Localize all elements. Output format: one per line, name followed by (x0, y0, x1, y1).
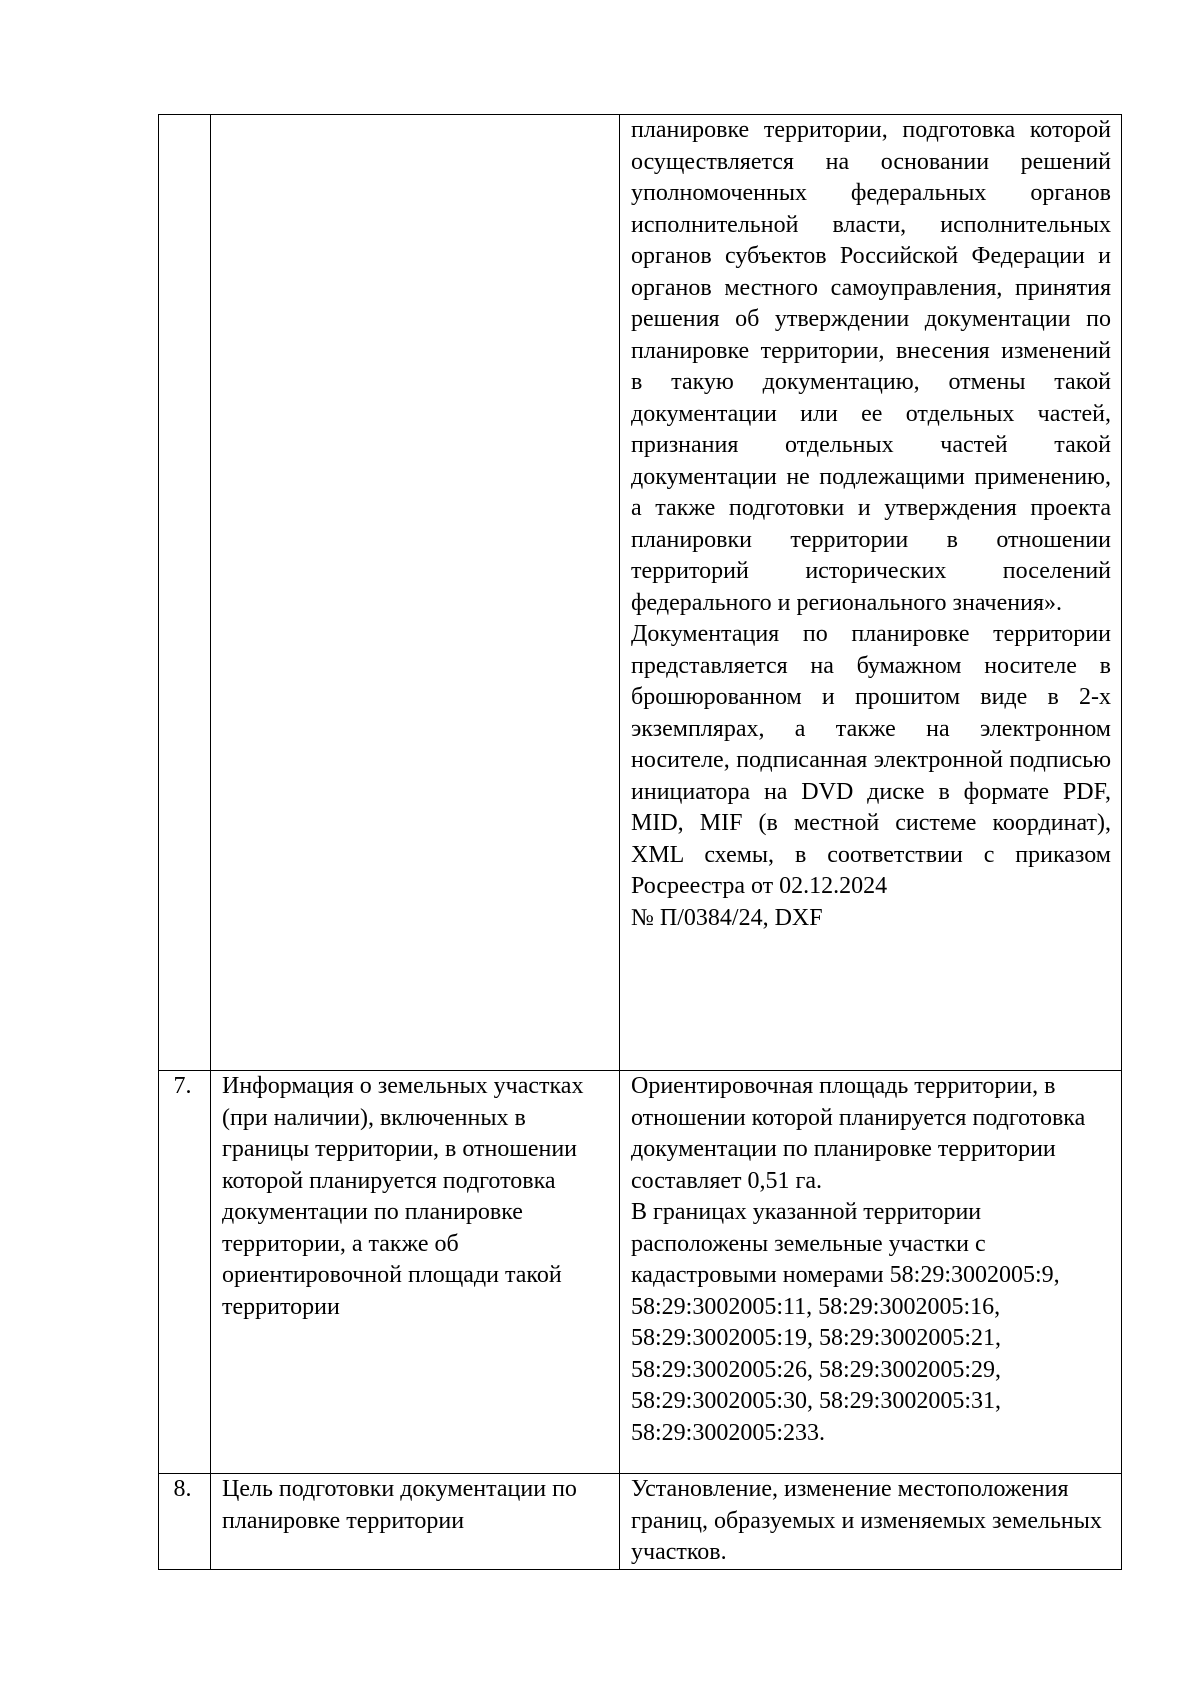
row-number-cell: 7. (159, 1071, 211, 1474)
row-number-cell (159, 115, 211, 1071)
value-paragraph: Документация по планировке территории представляется на бумажном носителе в брошюрованном и прошитом виде в 2-х экземплярах, а также на электронном носителе, подписанная электронной подписью инициатора на DVD диске в формате PDF, MID, MIF (в местной системе координат), XML схемы, в соответствии с приказом Росреестра от 02.12.2024 (631, 621, 1111, 899)
row-value-cell (620, 115, 1122, 1071)
value-paragraph: Ориентировочная площадь территории, в отношении которой планируется подготовка документации по планировке территории составляет 0,51 га. (631, 1073, 1086, 1194)
row-value-cell (620, 1071, 1122, 1474)
table-row-8 (159, 1474, 1122, 1570)
row-label-cell: Цель подготовки документации по планировке территории (211, 1474, 620, 1570)
row-label-cell (211, 115, 620, 1071)
value-paragraph: В границах указанной территории расположены земельные участки с кадастровыми номерами 58:29:3002005:9, 58:29:3002005:11, 58:29:3002005:16, 58:29:3002005:19, 58:29:3002005:21, 58:29:3002005:26, 58:29:3002005:29, 58:29:3002005:30, 58:29:3002005:31, 58:29:3002005:233. (631, 1199, 1060, 1446)
row-label-cell: Информация о земельных участках (при наличии), включенных в границы территории, в отношении которой планируется подготовка документации по планировке территории, а также об ориентировочной площади такой территории (211, 1071, 620, 1474)
document-table (158, 114, 1122, 1570)
row-value-cell (620, 1474, 1122, 1570)
value-paragraph: Установление, изменение местоположения границ, образуемых и изменяемых земельных участков. (631, 1476, 1102, 1565)
value-paragraph: № П/0384/24, DXF (631, 904, 823, 931)
table-row-7 (159, 1071, 1122, 1474)
table-row-continuation (159, 115, 1122, 1071)
row-number-cell: 8. (159, 1474, 211, 1570)
value-paragraph: планировке территории, подготовка которой осуществляется на основании решений уполномоченных федеральных органов исполнительной власти, исполнительных органов субъектов Российской Федерации и органов местного самоуправления, принятия решения об утверждении документации по планировке территории, внесения изменений в такую документацию, отмены такой документации или ее отдельных частей, признания отдельных частей такой документации не подлежащими применению, а также подготовки и утверждения проекта планировки территории в отношении территорий исторических поселений федерального и регионального значения». (631, 117, 1111, 616)
